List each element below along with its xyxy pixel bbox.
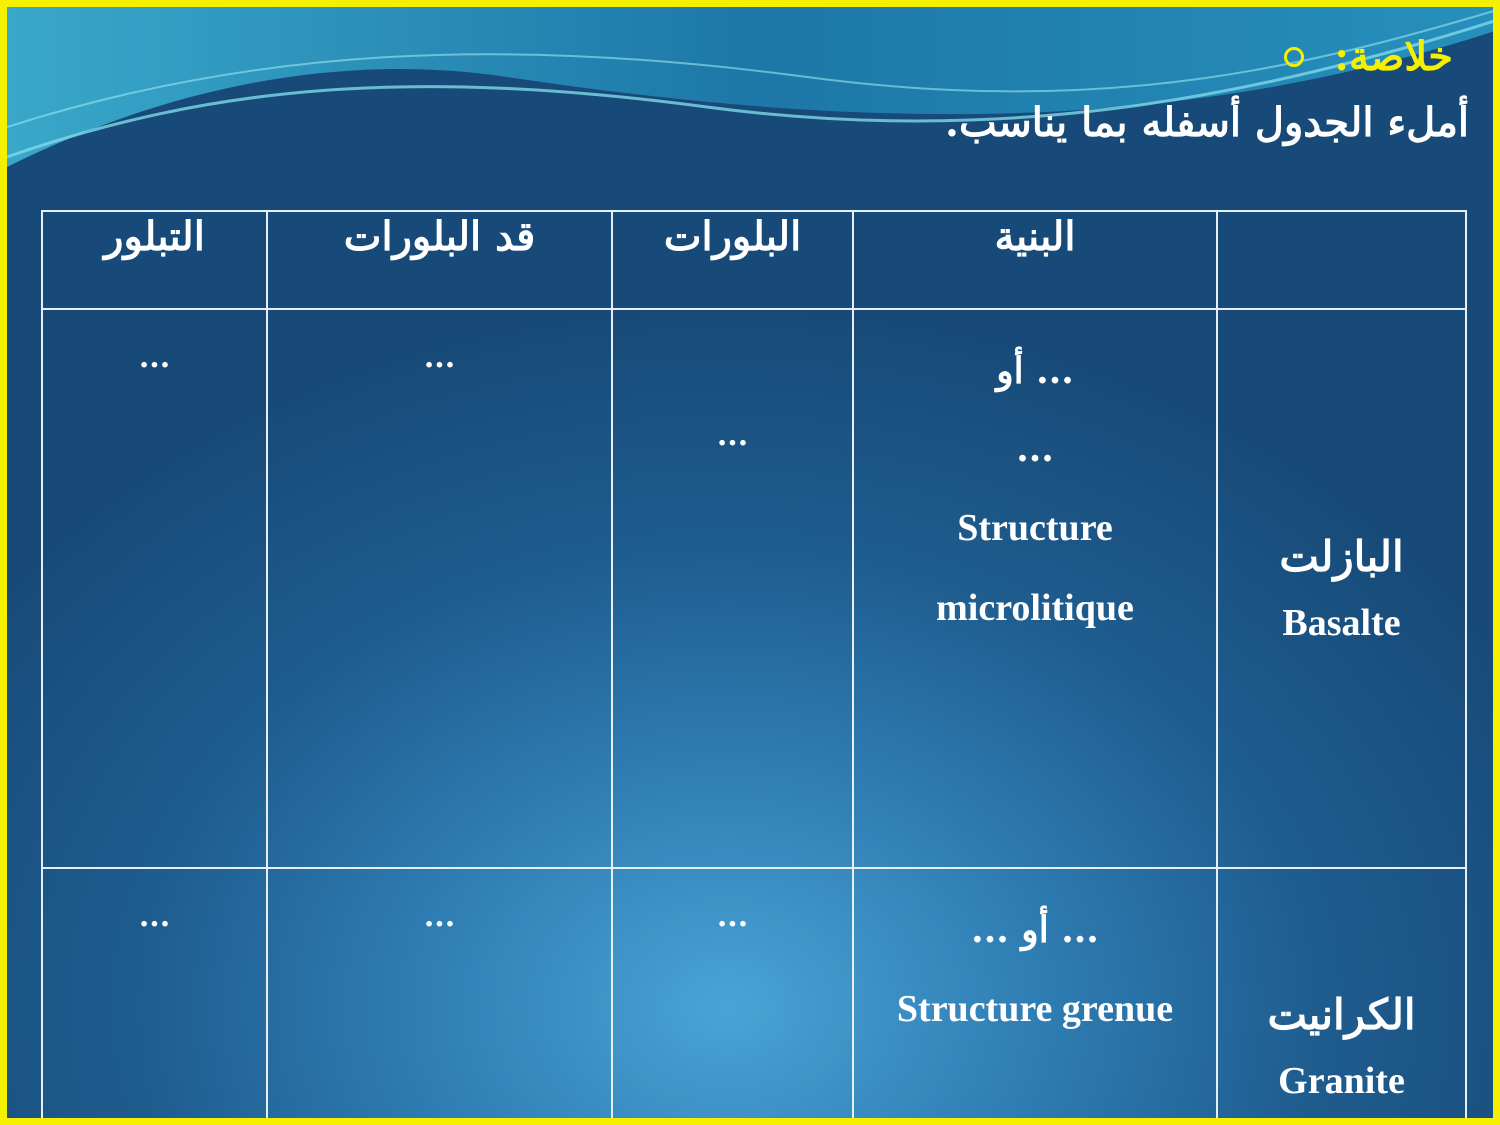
structure-cell <box>853 309 1217 868</box>
rock-name-arabic: الكرانيت <box>1267 990 1416 1039</box>
structure-line: microlitique <box>936 587 1134 629</box>
crystal-size-cell: ... <box>267 309 612 868</box>
crystallization-cell: ... <box>42 309 267 868</box>
table-row <box>42 868 1466 1125</box>
header-cell-empty <box>1217 211 1466 309</box>
rock-name-arabic: البازلت <box>1279 532 1404 581</box>
crystal-size-cell: ... <box>267 868 612 1125</box>
rock-name-french: Granite <box>1278 1060 1405 1102</box>
rock-name-french: Basalte <box>1282 602 1401 644</box>
table-header-row <box>42 211 1466 309</box>
heading <box>1284 33 1453 80</box>
heading-text: خلاصة: <box>1334 33 1453 80</box>
structure-line: ... أو ... <box>971 909 1099 951</box>
header-cell-crystals: البلورات <box>612 211 853 309</box>
summary-table <box>41 210 1467 1125</box>
rock-cell <box>1217 868 1466 1125</box>
structure-cell <box>853 868 1217 1125</box>
table-row <box>42 309 1466 868</box>
crystallization-cell: ... <box>42 868 267 1125</box>
structure-line: Structure grenue <box>896 988 1174 1030</box>
structure-line: Structure <box>957 507 1113 549</box>
crystals-cell: ... <box>612 868 853 1125</box>
rock-cell <box>1217 309 1466 868</box>
instruction-text: أملء الجدول أسفله بما يناسب. <box>945 99 1469 146</box>
structure-line: ... <box>1016 428 1054 470</box>
crystals-cell: ... <box>612 309 853 868</box>
header-cell-crystallization: التبلور <box>42 211 267 309</box>
header-cell-crystal-size: قد البلورات <box>267 211 612 309</box>
structure-line: ... أو <box>996 350 1074 392</box>
header-cell-structure: البنية <box>853 211 1217 309</box>
circle-bullet-icon <box>1284 47 1304 67</box>
